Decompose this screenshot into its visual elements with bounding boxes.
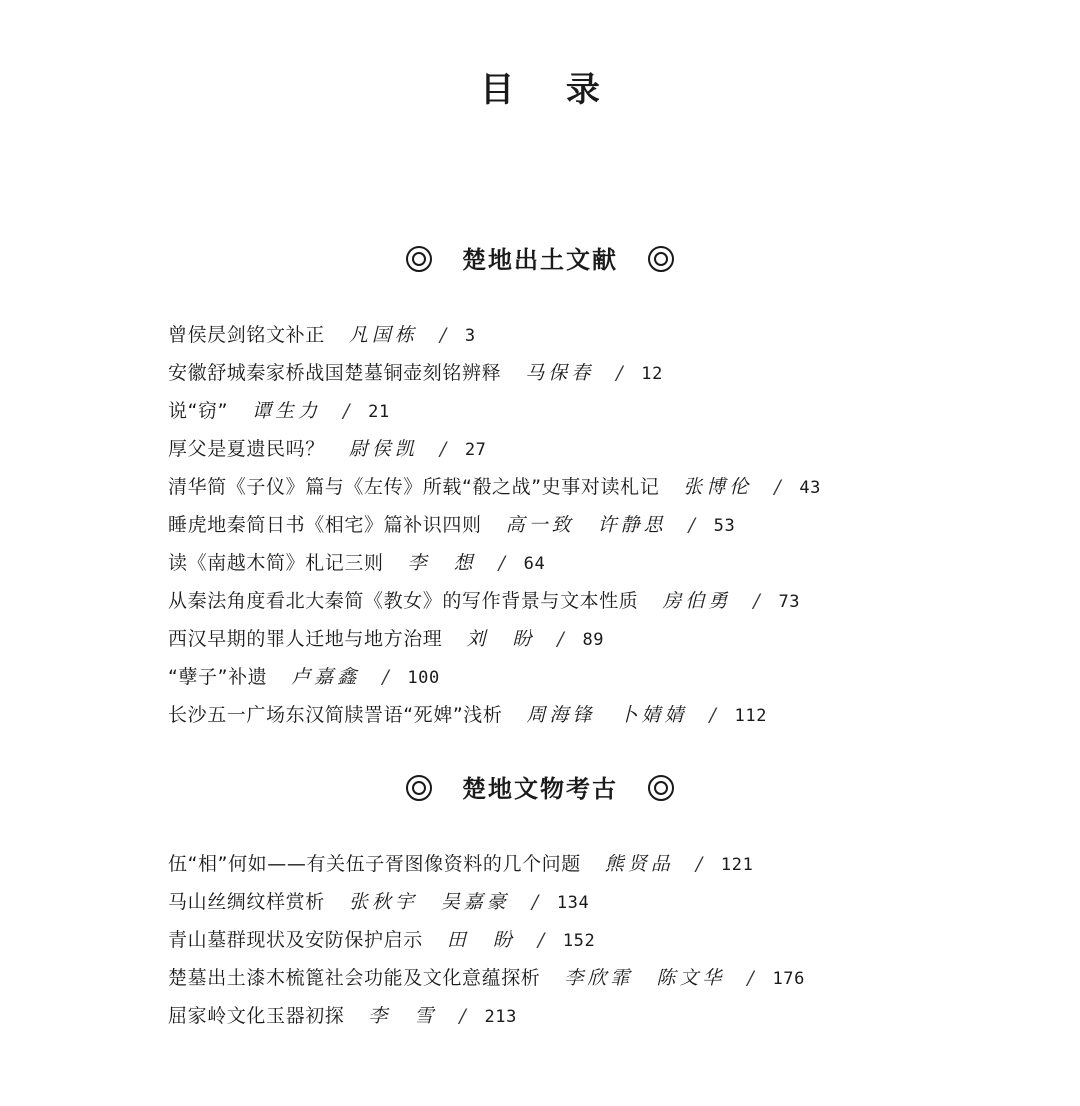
entry-title: 青山墓群现状及安防保护启示: [168, 929, 423, 951]
entry-author: 高一致 许静思: [505, 514, 667, 536]
entry-page-number: 12: [641, 364, 663, 384]
entry-author: 谭生力: [252, 400, 322, 422]
toc-entry[interactable]: [168, 696, 1028, 734]
entry-author: 李 想: [407, 552, 477, 574]
entry-title: “孽子”补遗: [168, 666, 268, 688]
page-title-char-1: 目: [480, 70, 515, 110]
entry-author: 周海锋 卜婧婧: [526, 704, 688, 726]
entry-author: 尉侯凯: [348, 438, 418, 460]
entry-page-number: 27: [464, 440, 487, 460]
entry-separator: /: [709, 704, 717, 726]
entry-separator: /: [382, 666, 390, 688]
entry-separator: /: [616, 362, 624, 384]
entry-author: 马保春: [525, 362, 595, 384]
entry-title: 楚墓出土漆木梳篦社会功能及文化意蕴探析: [168, 967, 541, 989]
entry-separator: /: [498, 552, 506, 574]
entry-title: 长沙五一广场东汉简牍詈语“死婢”浅析: [168, 704, 503, 726]
toc-entry[interactable]: [168, 997, 1028, 1035]
entry-page-number: 64: [523, 554, 546, 574]
entry-title: 清华简《子仪》篇与《左传》所载“殽之战”史事对读札记: [168, 476, 660, 498]
toc-entry[interactable]: [168, 316, 1028, 354]
toc-entry[interactable]: [168, 620, 1028, 658]
toc-entry[interactable]: [168, 392, 1028, 430]
toc-entry[interactable]: [168, 883, 1028, 921]
entry-page-number: 100: [407, 668, 440, 688]
entry-author: 田 盼: [446, 929, 516, 951]
entry-separator: /: [439, 324, 447, 346]
toc-entry[interactable]: [168, 921, 1028, 959]
toc-entry[interactable]: [168, 544, 1028, 582]
entry-separator: /: [688, 514, 696, 536]
section-header-2: [0, 767, 1080, 811]
entry-page-number: 152: [562, 931, 596, 951]
toc-entry[interactable]: [168, 582, 1028, 620]
bullseye-icon: [406, 246, 432, 272]
entry-page-number: 121: [720, 855, 754, 875]
toc-entry[interactable]: [168, 468, 1028, 506]
entry-page-number: 213: [484, 1007, 517, 1027]
toc-entry[interactable]: [168, 506, 1028, 544]
entry-separator: /: [459, 1005, 467, 1027]
entry-title: 马山丝绸纹样赏析: [168, 891, 325, 913]
page-title: [0, 62, 1080, 118]
entry-title: 安徽舒城秦家桥战国楚墓铜壶刻铭辨释: [168, 362, 502, 384]
entry-title: 从秦法角度看北大秦简《教女》的写作背景与文本性质: [168, 590, 639, 612]
entry-author: 卢嘉鑫: [291, 666, 361, 688]
bullseye-icon: [406, 775, 432, 801]
entry-title: 西汉早期的罪人迁地与地方治理: [168, 628, 443, 650]
entry-separator: /: [753, 590, 761, 612]
entry-author: 凡国栋: [348, 324, 418, 346]
entry-author: 张秋宇 吴嘉豪: [348, 891, 510, 913]
entry-separator: /: [343, 400, 351, 422]
entry-separator: /: [537, 929, 545, 951]
entry-author: 李欣霏 陈文华: [564, 967, 726, 989]
entry-separator: /: [774, 476, 782, 498]
toc-entry[interactable]: [168, 430, 1028, 468]
entry-title: 睡虎地秦简日书《相宅》篇补识四则: [168, 514, 482, 536]
toc-list-section-1: [168, 316, 1028, 734]
entry-page-number: 73: [778, 592, 801, 612]
toc-entry[interactable]: [168, 354, 1028, 392]
entry-separator: /: [747, 967, 755, 989]
entry-title: 屈家岭文化玉器初探: [168, 1005, 345, 1027]
entry-author: 李 雪: [368, 1005, 438, 1027]
entry-page-number: 112: [734, 706, 768, 726]
toc-list-section-2: [168, 845, 1028, 1035]
entry-title: 厚父是夏遗民吗？: [168, 438, 325, 460]
entry-page-number: 43: [799, 478, 821, 498]
entry-page-number: 89: [582, 630, 605, 650]
section-title: 楚地出土文献: [462, 246, 618, 274]
entry-page-number: 53: [713, 516, 736, 536]
entry-title: 说“窃”: [168, 400, 229, 422]
entry-page-number: 21: [368, 402, 390, 422]
entry-title: 读《南越木简》札记三则: [168, 552, 384, 574]
entry-separator: /: [531, 891, 539, 913]
entry-author: 房伯勇: [662, 590, 732, 612]
toc-entry[interactable]: [168, 658, 1028, 696]
section-header-1: [0, 238, 1080, 282]
entry-page-number: 176: [772, 969, 805, 989]
entry-separator: /: [557, 628, 565, 650]
bullseye-icon: [648, 246, 674, 272]
entry-separator: /: [439, 438, 447, 460]
entry-page-number: 134: [556, 893, 590, 913]
toc-entry[interactable]: [168, 845, 1028, 883]
entry-author: 张博伦: [683, 476, 753, 498]
page-title-char-2: 录: [565, 70, 600, 110]
entry-author: 刘 盼: [466, 628, 536, 650]
toc-entry[interactable]: [168, 959, 1028, 997]
entry-author: 熊贤品: [604, 853, 674, 875]
entry-title: 曾侯昃剑铭文补正: [168, 324, 325, 346]
entry-page-number: 3: [464, 326, 476, 346]
bullseye-icon: [648, 775, 674, 801]
entry-separator: /: [695, 853, 703, 875]
section-title: 楚地文物考古: [462, 775, 618, 803]
entry-title: 伍“相”何如——有关伍子胥图像资料的几个问题: [168, 853, 581, 875]
